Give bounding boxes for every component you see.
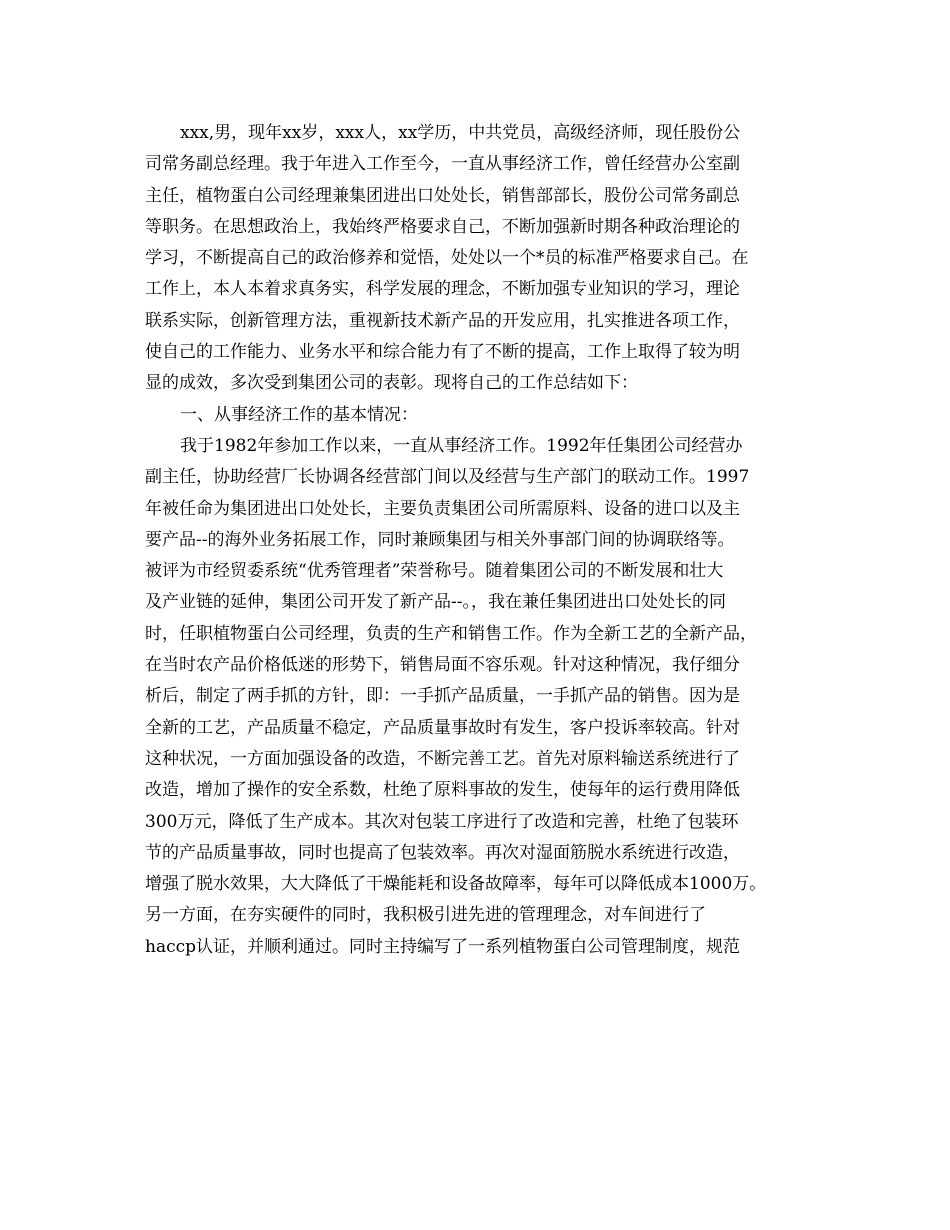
text-line: 年被任命为集团进出口处处长，主要负责集团公司所需原料、设备的进口以及主 (145, 498, 740, 519)
document-body (145, 118, 825, 963)
text-line: 被评为市经贸委系统“优秀管理者”荣誉称号。随着集团公司的不断发展和壮大 (145, 561, 724, 582)
text-line: 另一方面，在夯实硬件的同时，我积极引进先进的管理理念，对车间进行了 (145, 905, 706, 926)
text-line: 300万元，降低了生产成本。其次对包装工序进行了改造和完善，杜绝了包装环 (145, 811, 739, 832)
text-line: 等职务。在思想政治上，我始终严格要求自己，不断加强新时期各种政治理论的 (145, 216, 740, 237)
text-line: 副主任，协助经营厂长协调各经营部门间以及经营与生产部门的联动工作。1997 (145, 467, 750, 488)
text-line: 析后，制定了两手抓的方针，即：一手抓产品质量，一手抓产品的销售。因为是 (145, 686, 740, 707)
text-line: haccp认证，并顺利通过。同时主持编写了一系列植物蛋白公司管理制度，规范 (145, 936, 741, 957)
text-line: 这种状况，一方面加强设备的改造，不断完善工艺。首先对原料输送系统进行了 (145, 748, 740, 769)
text-line: 要产品--的海外业务拓展工作，同时兼顾集团与相关外事部门间的协调联络等。 (145, 529, 735, 550)
text-line: 学习，不断提高自己的政治修养和觉悟，处处以一个*员的标准严格要求自己。在 (145, 248, 749, 269)
text-line: 在当时农产品价格低迷的形势下，销售局面不容乐观。针对这种情况，我仔细分 (145, 655, 740, 676)
text-line: 节的产品质量事故，同时也提高了包装效率。再次对湿面筋脱水系统进行改造， (145, 842, 740, 863)
text-line: 改造，增加了操作的安全系数，杜绝了原料事故的发生，使每年的运行费用降低 (145, 780, 740, 801)
text-line: 显的成效，多次受到集团公司的表彰。现将自己的工作总结如下： (145, 373, 638, 394)
text-line: 使自己的工作能力、业务水平和综合能力有了不断的提高，工作上取得了较为明 (145, 342, 740, 363)
text-line: 司常务副总经理。我于年进入工作至今，一直从事经济工作，曾任经营办公室副 (145, 154, 740, 175)
text-line: 时，任职植物蛋白公司经理，负责的生产和销售工作。作为全新工艺的全新产品， (145, 623, 757, 644)
text-line: xxx,男，现年xx岁，xxx人，xx学历，中共党员，高级经济师，现任股份公 (180, 123, 741, 143)
text-line: 联系实际，创新管理方法，重视新技术新产品的开发应用，扎实推进各项工作， (145, 310, 740, 331)
text-line: 主任，植物蛋白公司经理兼集团进出口处处长，销售部部长，股份公司常务副总 (145, 185, 740, 206)
text-line: 增强了脱水效果，大大降低了干燥能耗和设备故障率，每年可以降低成本1000万。 (145, 874, 767, 895)
text-line: 及产业链的延伸，集团公司开发了新产品--。，我在兼任集团进出口处处长的同 (145, 592, 726, 613)
text-line: 全新的工艺，产品质量不稳定，产品质量事故时有发生，客户投诉率较高。针对 (145, 717, 740, 738)
text-line: 一、从事经济工作的基本情况： (180, 404, 418, 425)
text-line: 工作上，本人本着求真务实，科学发展的理念，不断加强专业知识的学习，理论 (145, 279, 740, 300)
text-line: 我于1982年参加工作以来，一直从事经济工作。1992年任集团公司经营办 (180, 435, 743, 456)
